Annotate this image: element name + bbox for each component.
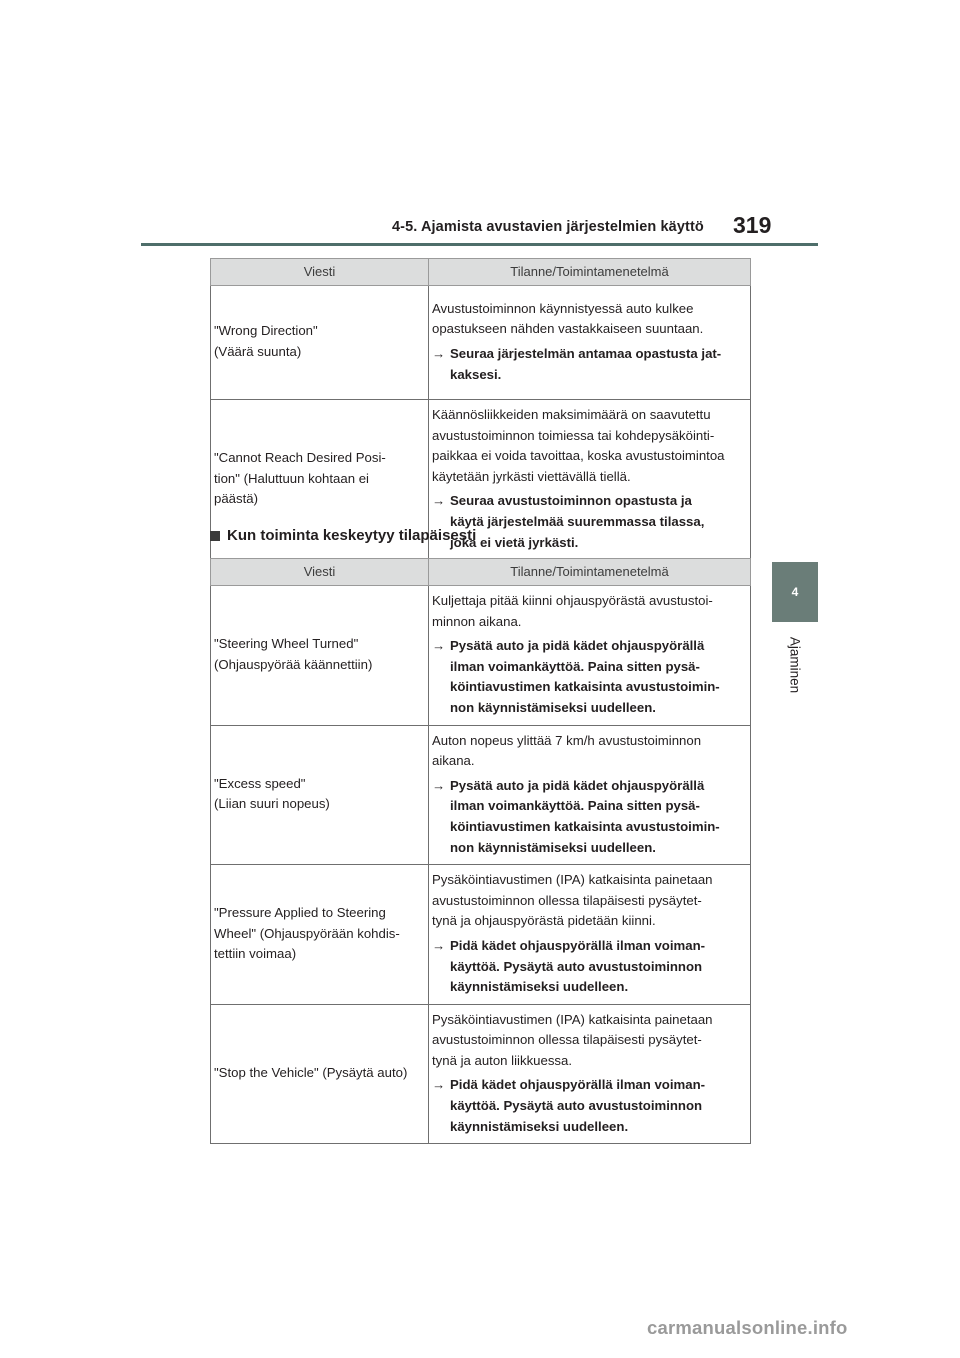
situation-text: Avustustoiminnon käynnistyessä auto kulkee opastukseen nähden vastakkaiseen suuntaan. [432, 300, 704, 337]
message-table-2 [210, 558, 751, 1144]
arrow-icon: → [432, 346, 446, 361]
situation-text: Pysäköintiavustimen (IPA) katkaisinta painetaan avustustoiminnon ollessa tilapäisesti pysäytet- tynä ja ohjauspyörästä pidetään kiinni. [432, 872, 713, 929]
situation-cell [429, 865, 751, 1005]
action-text: Pysätä auto ja pidä kädet ohjauspyörällä ilman voimankäyttöä. Paina sitten pysä- köintiavustimen katkaisinta avustustoimin- non käynnistämiseksi uudelleen. [450, 777, 720, 855]
action-item [432, 344, 747, 385]
action-text: Pidä kädet ohjauspyörällä ilman voiman- käyttöä. Pysäytä auto avustustoiminnon käynnistämiseksi uudelleen. [450, 1077, 706, 1134]
table-row [211, 586, 751, 726]
action-item [432, 776, 747, 858]
message-cell: "Pressure Applied to Steering Wheel" (Ohjauspyörään kohdis- tettiin voimaa) [211, 865, 429, 1005]
chapter-label-text: Ajaminen [787, 636, 803, 694]
arrow-icon: → [432, 777, 446, 793]
message-cell: "Wrong Direction" (Väärä suunta) [211, 286, 429, 400]
section-title: 4-5. Ajamista avustavien järjestelmien käyttö [392, 219, 704, 235]
arrow-icon: → [432, 493, 446, 509]
square-bullet-icon [210, 531, 220, 541]
message-cell: "Cannot Reach Desired Posi- tion" (Haluttuun kohtaan ei päästä) [211, 400, 429, 560]
table-row [211, 865, 751, 1005]
table-row [211, 286, 751, 400]
table-header-row [211, 259, 751, 286]
action-item [432, 936, 747, 998]
situation-text: Pysäköintiavustimen (IPA) katkaisinta painetaan avustustoiminnon ollessa tilapäisesti pysäytet- tynä ja auton liikkuessa. [432, 1011, 713, 1068]
action-item [432, 491, 747, 553]
section-heading [210, 527, 476, 544]
chapter-label [769, 630, 821, 700]
action-item [432, 1075, 747, 1137]
arrow-icon: → [432, 1077, 446, 1093]
situation-cell [429, 286, 751, 400]
message-cell: "Excess speed" (Liian suuri nopeus) [211, 725, 429, 865]
situation-cell [429, 725, 751, 865]
table-header-row [211, 559, 751, 586]
arrow-icon: → [432, 638, 446, 654]
column-header-situation: Tilanne/Toimintamenetelmä [429, 259, 751, 286]
header-divider [141, 243, 818, 246]
column-header-message: Viesti [211, 559, 429, 586]
action-text: Seuraa järjestelmän antamaa opastusta jat- kaksesi. [450, 346, 722, 382]
message-table-1 [210, 258, 751, 560]
page-number: 319 [733, 212, 772, 238]
watermark: carmanualsonline.info [647, 1317, 848, 1338]
section-heading-text: Kun toiminta keskeytyy tilapäisesti [227, 527, 477, 544]
action-text: Pysätä auto ja pidä kädet ohjauspyörällä ilman voimankäyttöä. Paina sitten pysä- köintiavustimen katkaisinta avustustoimin- non käynnistämiseksi uudelleen. [450, 638, 720, 715]
action-text: Pidä kädet ohjauspyörällä ilman voiman- käyttöä. Pysäytä auto avustustoiminnon käynnistämiseksi uudelleen. [450, 937, 706, 995]
situation-text: Käännösliikkeiden maksimimäärä on saavutettu avustustoiminnon toimiessa tai kohdepysäköinti- paikkaa ei voida tavoittaa, koska avustustoimintoa käytetään jyrkästi viettävällä tiellä. [432, 407, 725, 484]
situation-text: Kuljettaja pitää kiinni ohjauspyörästä avustustoi- minnon aikana. [432, 593, 713, 629]
situation-cell [429, 1004, 751, 1144]
table-row [211, 725, 751, 865]
action-text: Seuraa avustustoiminnon opastusta ja käytä järjestelmää suuremmassa tilassa, joka ei vietä jyrkästi. [450, 493, 705, 550]
chapter-tab: 4 [772, 562, 818, 622]
column-header-situation: Tilanne/Toimintamenetelmä [429, 559, 751, 586]
situation-text: Auton nopeus ylittää 7 km/h avustustoiminnon aikana. [432, 732, 702, 769]
situation-cell [429, 586, 751, 726]
message-cell: "Steering Wheel Turned" (Ohjauspyörää käännettiin) [211, 586, 429, 726]
situation-cell [429, 400, 751, 560]
arrow-icon: → [432, 937, 446, 953]
column-header-message: Viesti [211, 259, 429, 286]
message-cell: "Stop the Vehicle" (Pysäytä auto) [211, 1004, 429, 1144]
action-item [432, 636, 747, 718]
table-row [211, 1004, 751, 1144]
